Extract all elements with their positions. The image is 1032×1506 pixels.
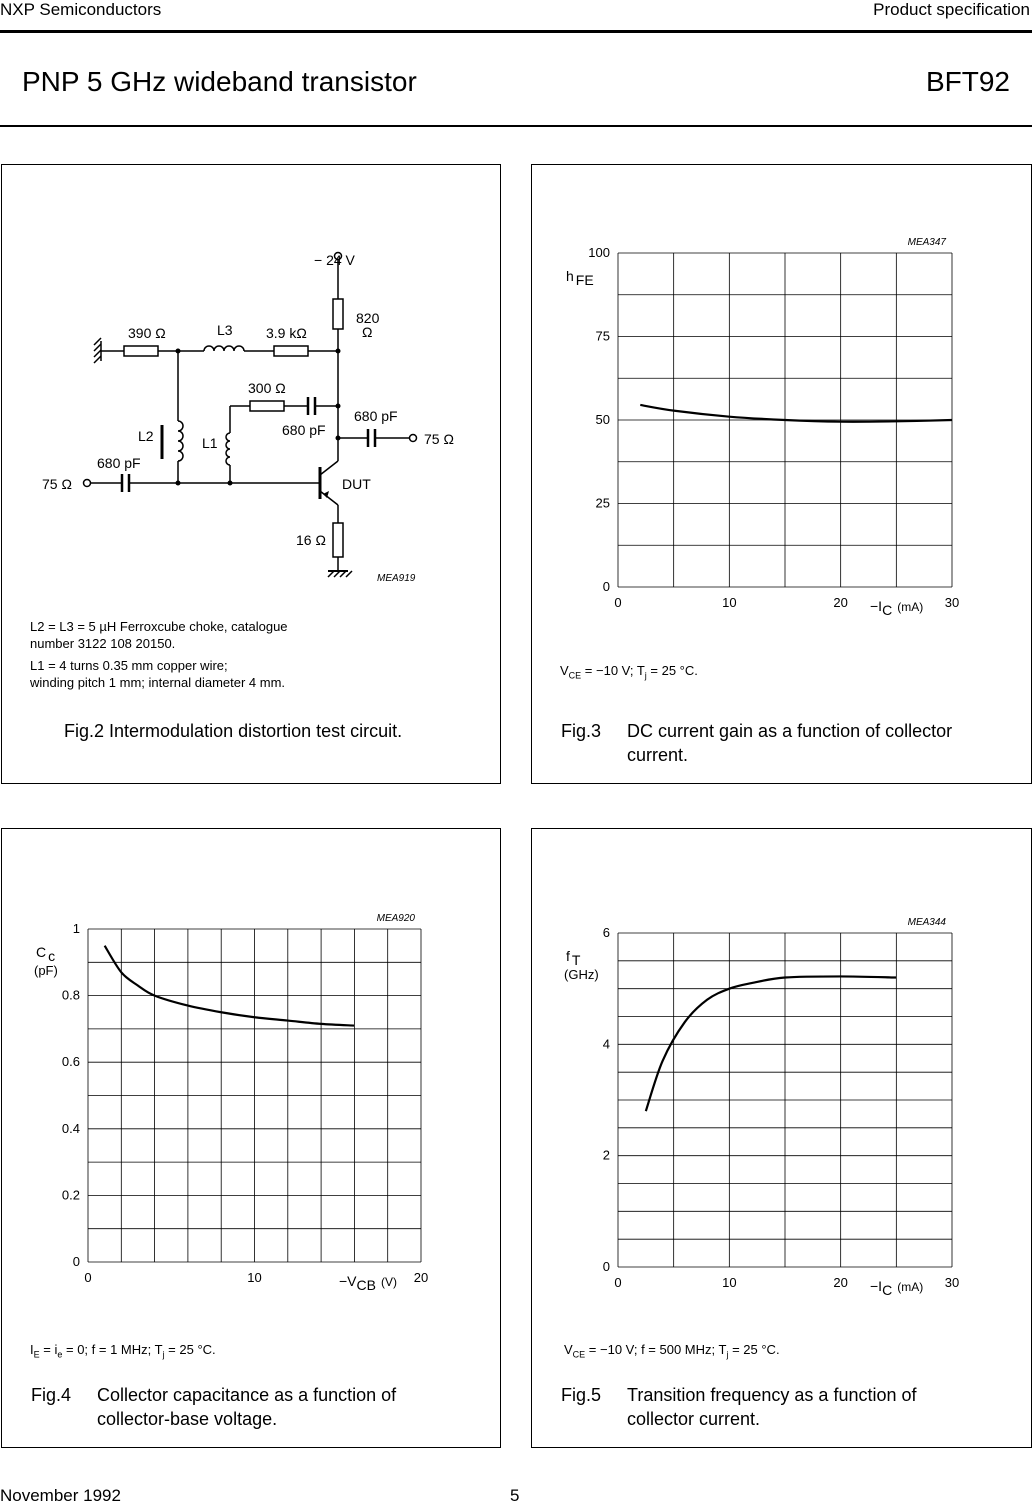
y-tick-label: 25 xyxy=(595,495,610,511)
note-line: L1 = 4 turns 0.35 mm copper wire; xyxy=(30,658,228,673)
cond-text: = 0; f = 1 MHz; T xyxy=(62,1342,163,1357)
cond-text: I xyxy=(30,1342,34,1357)
series-line xyxy=(105,946,355,1026)
cond-sub: E xyxy=(33,1349,40,1360)
output-terminal xyxy=(410,435,417,442)
cond-text: = −10 V; f = 500 MHz; T xyxy=(585,1342,727,1357)
resistor-16 xyxy=(333,523,343,557)
cond-text: V xyxy=(560,663,569,678)
x-tick-label: 10 xyxy=(247,1270,262,1285)
y-tick-label: 0.4 xyxy=(61,1120,80,1136)
x-tick-label: 30 xyxy=(944,595,960,610)
y-axis-label: C c xyxy=(36,944,56,964)
caption-number: Fig.5 xyxy=(561,1385,602,1405)
y-tick-label: 0.6 xyxy=(61,1054,80,1070)
inductor-l1 xyxy=(226,433,230,465)
x-axis-label: −IC (mA) xyxy=(870,598,924,618)
x-axis-label: −VCB (V) xyxy=(339,1273,397,1293)
fig4-panel xyxy=(1,828,501,1448)
label-c680-in: 680 pF xyxy=(97,455,141,471)
input-terminal xyxy=(84,480,91,487)
y-tick-label: 0 xyxy=(602,579,610,594)
x-tick-label: 10 xyxy=(722,595,737,610)
title-rule xyxy=(0,125,1032,127)
label-r16: 16 Ω xyxy=(296,532,326,548)
cond-text: = 25 °C. xyxy=(164,1342,216,1357)
fig2-note-1 xyxy=(30,618,288,652)
x-tick-label: 30 xyxy=(944,1275,960,1290)
cond-sub: e xyxy=(57,1349,63,1360)
caption-number: Fig.3 xyxy=(561,721,602,741)
fig4-conditions xyxy=(30,1341,216,1364)
caption-text xyxy=(97,1383,396,1431)
fig3-chart xyxy=(532,165,1031,635)
y-axis-label: h FE xyxy=(566,268,594,288)
note-line: L2 = L3 = 5 µH Ferroxcube choke, catalogue xyxy=(30,619,288,634)
y-tick-label: 4 xyxy=(602,1036,610,1052)
document-type: Product specification xyxy=(873,0,1030,19)
fig5-chart xyxy=(532,829,1031,1309)
part-number: BFT92 xyxy=(925,66,1010,97)
label-r39k: 3.9 kΩ xyxy=(266,325,307,341)
y-axis-unit: (pF) xyxy=(34,963,58,978)
y-axis-label: f T xyxy=(566,948,581,968)
resistor-390 xyxy=(124,346,158,356)
fig5-panel xyxy=(531,828,1032,1448)
y-tick-label: 100 xyxy=(588,245,610,260)
x-tick-label: 0 xyxy=(614,595,622,610)
x-tick-label: 20 xyxy=(413,1270,429,1285)
fig5-caption xyxy=(561,1383,1021,1433)
caption-line: Transition frequency as a function of xyxy=(627,1385,917,1405)
label-out75: 75 Ω xyxy=(424,431,454,447)
y-tick-label: 2 xyxy=(602,1147,610,1163)
fig3-caption xyxy=(561,719,1021,769)
label-vsupply: − 24 V xyxy=(314,252,355,268)
fig2-note-2 xyxy=(30,657,285,691)
resistor-3k9 xyxy=(274,346,308,356)
x-axis-label: −IC (mA) xyxy=(870,1278,924,1298)
note-line: winding pitch 1 mm; internal diameter 4 mm. xyxy=(30,675,286,690)
y-tick-label: 0.2 xyxy=(61,1187,80,1203)
transistor-dut xyxy=(320,461,338,505)
inductor-l3 xyxy=(204,346,244,351)
cond-text: V xyxy=(564,1342,573,1357)
caption-text xyxy=(627,1383,917,1431)
figure-code: MEA919 xyxy=(377,573,416,584)
label-r820-ohm: Ω xyxy=(362,324,373,340)
fig2-caption: Fig.2 Intermodulation distortion test circuit. xyxy=(64,721,403,741)
cond-sub: CE xyxy=(568,670,582,681)
label-c680-fb: 680 pF xyxy=(282,422,326,438)
x-tick-label: 10 xyxy=(722,1275,737,1290)
label-r390: 390 Ω xyxy=(128,325,166,341)
series-line xyxy=(640,405,952,422)
caption-line: current. xyxy=(627,745,689,765)
y-tick-label: 6 xyxy=(602,925,610,940)
y-tick-label: 1 xyxy=(72,921,80,936)
fig3-panel xyxy=(531,164,1032,784)
fig4-chart xyxy=(2,829,500,1309)
company-name: NXP Semiconductors xyxy=(0,0,162,19)
header-rule xyxy=(0,30,1032,33)
grid xyxy=(618,933,952,1267)
cond-text: = 25 °C. xyxy=(646,663,698,678)
x-tick-label: 0 xyxy=(614,1275,622,1290)
x-tick-label: 0 xyxy=(84,1270,92,1285)
cond-sub: j xyxy=(162,1349,165,1360)
cond-text: = i xyxy=(39,1342,58,1357)
page-number: 5 xyxy=(510,1486,520,1505)
caption-text xyxy=(627,719,952,767)
y-axis-unit: (GHz) xyxy=(564,967,599,982)
cond-text: = −10 V; T xyxy=(581,663,645,678)
note-line: number 3122 108 20150. xyxy=(30,636,176,651)
caption-line: collector-base voltage. xyxy=(97,1409,278,1429)
figure-code: MEA920 xyxy=(376,913,415,924)
page-title: PNP 5 GHz wideband transistor xyxy=(22,66,417,97)
label-dut: DUT xyxy=(342,476,371,492)
cond-text: = 25 °C. xyxy=(728,1342,780,1357)
fig5-conditions xyxy=(564,1341,780,1364)
label-in75: 75 Ω xyxy=(42,476,72,492)
y-tick-label: 0 xyxy=(602,1259,610,1274)
cond-sub: j xyxy=(644,670,647,681)
fig2-circuit-diagram xyxy=(2,165,500,605)
x-tick-label: 20 xyxy=(833,1275,848,1290)
footer-date: November 1992 xyxy=(0,1486,121,1505)
fig2-panel xyxy=(1,164,501,784)
caption-line: collector current. xyxy=(627,1409,761,1429)
resistor-820 xyxy=(333,299,343,329)
figure-code: MEA347 xyxy=(907,237,946,248)
caption-line: Collector capacitance as a function of xyxy=(97,1385,397,1405)
y-tick-label: 0.8 xyxy=(61,987,80,1003)
caption-line: DC current gain as a function of collector xyxy=(627,721,953,741)
y-tick-label: 0 xyxy=(72,1254,80,1269)
series-line xyxy=(646,976,897,1111)
cond-sub: j xyxy=(726,1349,729,1360)
fig3-conditions xyxy=(560,662,698,685)
grid xyxy=(88,929,421,1262)
caption-number: Fig.4 xyxy=(31,1385,72,1405)
label-c680-out: 680 pF xyxy=(354,408,398,424)
y-tick-label: 50 xyxy=(595,412,610,427)
x-tick-label: 20 xyxy=(833,595,848,610)
label-l2: L2 xyxy=(138,428,154,444)
cond-sub: CE xyxy=(572,1349,586,1360)
resistor-300 xyxy=(250,401,284,411)
label-l1: L1 xyxy=(202,435,218,451)
label-l3: L3 xyxy=(217,322,233,338)
y-tick-label: 75 xyxy=(595,328,610,344)
label-r300: 300 Ω xyxy=(248,380,286,396)
label-r820: 820 xyxy=(356,310,380,326)
inductor-l2 xyxy=(178,421,183,461)
figure-code: MEA344 xyxy=(907,917,946,928)
fig4-caption xyxy=(31,1383,491,1433)
